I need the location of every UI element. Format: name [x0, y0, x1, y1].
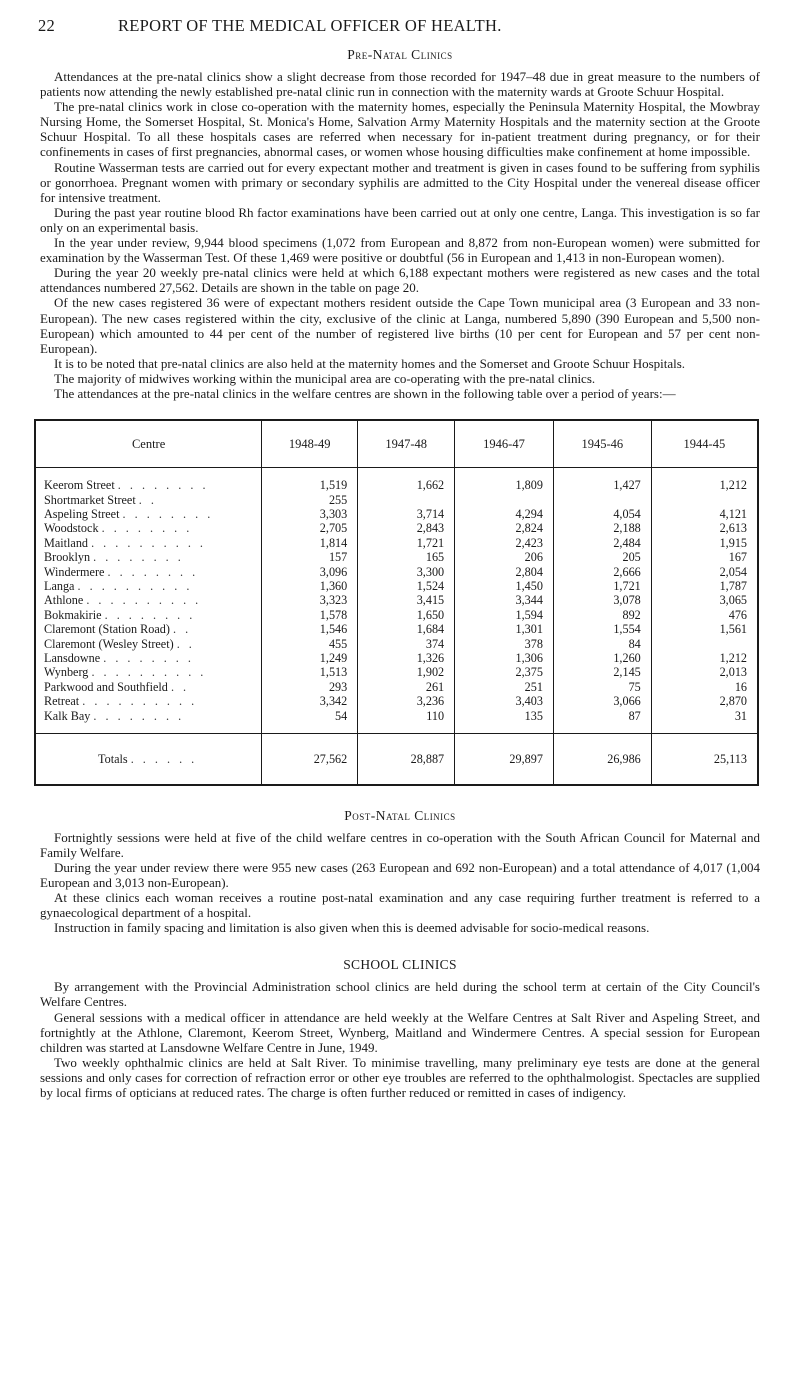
value-cell: 3,300 [358, 564, 455, 578]
paragraph: The pre-natal clinics work in close co-operation with the maternity homes, especially the Peninsula Maternity Hospital, the Mowbray Nursing Home, the Somerset Hospital, St. Monica's Home, Salvation Army Maternity Hospitals and the maternity section at the Groote Schuur Hospital. To all these hospitals cases are referred when necessary for in-patient treatment during pregnancy, or for their confinements in cases of first pregnancies, abnormal cases, or women whose housing difficulties make confinement at home impossible. [40, 99, 760, 160]
value-cell: 2,484 [553, 536, 651, 550]
value-cell: 84 [553, 636, 651, 650]
centre-name: Langa [44, 578, 75, 593]
centre-name: Bokmakirie [44, 607, 102, 622]
paragraph: It is to be noted that pre-natal clinics are also held at the maternity homes and the Somerset and Groote Schuur Hospitals. [54, 355, 686, 371]
paragraph: The attendances at the pre-natal clinics in the welfare centres are shown in the following table over a period of years:— [54, 385, 676, 401]
prenatal-heading: Pre-Natal Clinics [347, 47, 453, 62]
leader-dots: . . [176, 636, 195, 651]
value-cell: 205 [553, 550, 651, 564]
value-cell: 1,561 [719, 622, 747, 637]
paragraph: Instruction in family spacing and limitation is also given when this is deemed advisable for socio-medical reasons. [54, 920, 650, 936]
prenatal-section [40, 69, 760, 401]
value-cell: 1,524 [358, 579, 455, 593]
value-cell: 87 [553, 708, 651, 733]
centre-name-cell [35, 608, 262, 622]
value-cell: 165 [358, 550, 455, 564]
total-value-cell: 25,113 [651, 733, 758, 785]
value-cell: 1,721 [358, 536, 455, 550]
value-cell: 1,546 [262, 622, 358, 636]
table-row [35, 492, 758, 506]
value-cell: 3,342 [262, 694, 358, 708]
value-cell [358, 492, 455, 506]
value-cell: 1,326 [358, 651, 455, 665]
value-cell: 3,236 [358, 694, 455, 708]
paragraph: During the year under review there were 955 new cases (263 European and 692 non-European) and a total attendance of 4,017 (1,004 European and 3,013 non-European). [40, 859, 760, 890]
leader-dots: . . . . . . . . [101, 521, 193, 536]
value-cell: 3,323 [262, 593, 358, 607]
value-cell: 1,578 [262, 608, 358, 622]
value-cell: 3,078 [553, 593, 651, 607]
value-cell: 1,684 [358, 622, 455, 636]
column-header-centre: Centre [35, 420, 262, 468]
column-header-1948-49: 1948-49 [262, 420, 358, 468]
value-cell: 1,809 [455, 468, 554, 493]
running-title: REPORT OF THE MEDICAL OFFICER OF HEALTH. [118, 16, 502, 35]
value-cell: 261 [358, 680, 455, 694]
leader-dots: . . . . . . . . . . [77, 578, 193, 593]
leader-dots: . . [170, 679, 190, 694]
value-cell: 4,054 [553, 507, 651, 521]
page-content [40, 47, 760, 1100]
table-row [35, 708, 758, 733]
paragraph: Of the new cases registered 36 were of expectant mothers resident outside the Cape Town municipal area (3 European and 33 non-European). The new cases registered within the city, exclusive of the clinic at Langa, numbered 5,890 (390 European and 5,500 non-European) which amounted to 44 per cent of the number of registered live births (10 per cent for European and 57 per cent non-European). [40, 295, 760, 356]
centre-name: Wynberg [44, 665, 89, 680]
paragraph: Attendances at the pre-natal clinics show a slight decrease from those recorded for 1947–48 due in great measure to the numbers of patients now attending the newly established pre-natal clinic run in connection with the maternity wards at Groote Schuur Hospital. [40, 69, 760, 100]
page-number: 22 [38, 16, 56, 35]
value-cell: 110 [358, 708, 455, 733]
value-cell: 31 [734, 708, 747, 723]
leader-dots: . . . . . . . . [107, 564, 199, 579]
value-cell: 1,249 [262, 651, 358, 665]
table-row [35, 507, 758, 521]
value-cell: 1,554 [553, 622, 651, 636]
value-cell: 4,294 [455, 507, 554, 521]
value-cell: 3,415 [358, 593, 455, 607]
centre-name-cell [35, 622, 262, 636]
paragraph: By arrangement with the Provincial Administration school clinics are held during the school term at certain of the City Council's Welfare Centres. [40, 979, 760, 1010]
centre-name-cell [35, 579, 262, 593]
centre-name-cell [35, 550, 262, 564]
paragraph: In the year under review, 9,944 blood specimens (1,072 from European and 8,872 from non-European women) were submitted for examination by the Wasserman Test. Of these 1,469 were positive or doubtful (56 in European and 1,413 in non-European women). [40, 235, 760, 266]
postnatal-heading: Post-Natal Clinics [344, 807, 456, 823]
value-cell: 1,787 [719, 578, 747, 593]
centre-name-cell [35, 593, 262, 607]
totals-label: Totals [98, 751, 128, 766]
value-cell: 1,662 [358, 468, 455, 493]
leader-dots: . . [172, 622, 192, 637]
leader-dots: . . . . . . [130, 751, 198, 766]
leader-dots: . . . . . . . . [103, 650, 194, 665]
paragraph: Fortnightly sessions were held at five of the child welfare centres in co-operation with the South African Council for Maternal and Family Welfare. [40, 829, 760, 860]
value-cell: 1,450 [455, 579, 554, 593]
centre-name-cell [35, 536, 262, 550]
leader-dots: . . [138, 492, 157, 507]
table-row [35, 468, 758, 493]
leader-dots: . . . . . . . . [93, 550, 184, 565]
value-cell: 3,096 [262, 564, 358, 578]
centre-name-cell [35, 636, 262, 650]
centre-name-cell [35, 694, 262, 708]
table-row [35, 608, 758, 622]
total-value-cell: 26,986 [553, 733, 651, 785]
centre-name: Kalk Bay [44, 708, 91, 723]
leader-dots: . . . . . . . . . . [86, 593, 202, 608]
paragraph: At these clinics each woman receives a routine post-natal examination and any case requiring further treatment is referred to a gynaecological department of a hospital. [40, 890, 760, 921]
centre-name: Maitland [44, 535, 89, 550]
value-cell: 1,650 [358, 608, 455, 622]
table-row [35, 579, 758, 593]
value-cell: 2,145 [553, 665, 651, 679]
value-cell [651, 492, 758, 506]
table-body [35, 468, 758, 785]
value-cell: 135 [455, 708, 554, 733]
value-cell: 2,423 [455, 536, 554, 550]
leader-dots: . . . . . . . . . . [91, 665, 207, 680]
value-cell: 2,613 [719, 521, 747, 536]
school-section [40, 979, 760, 1100]
value-cell: 255 [262, 492, 358, 506]
centre-name-cell [35, 564, 262, 578]
leader-dots: . . . . . . . . [93, 708, 185, 723]
table-row [35, 651, 758, 665]
value-cell: 374 [358, 636, 455, 650]
value-cell: 2,843 [358, 521, 455, 535]
leader-dots: . . . . . . . . [104, 607, 196, 622]
value-cell: 1,301 [455, 622, 554, 636]
postnatal-section [40, 830, 760, 936]
leader-dots: . . . . . . . . [122, 507, 214, 522]
table-row [35, 521, 758, 535]
value-cell: 1,427 [553, 468, 651, 493]
table-row [35, 536, 758, 550]
value-cell: 167 [728, 550, 747, 565]
value-cell: 3,344 [455, 593, 554, 607]
table-row [35, 694, 758, 708]
leader-dots: . . . . . . . . [117, 478, 209, 493]
centre-name-cell [35, 708, 262, 733]
value-cell [455, 492, 554, 506]
value-cell: 206 [455, 550, 554, 564]
centre-name: Keerom Street [44, 478, 115, 493]
centre-name: Windermere [44, 564, 105, 579]
attendance-table [34, 419, 759, 786]
centre-name-cell [35, 468, 262, 493]
table-row [35, 622, 758, 636]
total-value-cell: 28,887 [358, 733, 455, 785]
centre-name: Woodstock [44, 521, 99, 536]
centre-name-cell [35, 665, 262, 679]
total-value-cell: 27,562 [262, 733, 358, 785]
value-cell: 1,306 [455, 651, 554, 665]
centre-name: Lansdowne [44, 650, 101, 665]
value-cell: 1,260 [553, 651, 651, 665]
table-row [35, 593, 758, 607]
value-cell: 3,065 [719, 593, 747, 608]
value-cell: 251 [455, 680, 554, 694]
value-cell: 455 [262, 636, 358, 650]
value-cell: 2,375 [455, 665, 554, 679]
value-cell: 3,066 [553, 694, 651, 708]
value-cell: 293 [262, 680, 358, 694]
centre-name: Brooklyn [44, 550, 91, 565]
value-cell: 1,212 [719, 478, 747, 493]
value-cell: 2,666 [553, 564, 651, 578]
leader-dots: . . . . . . . . . . [91, 535, 206, 550]
value-cell: 892 [553, 608, 651, 622]
value-cell: 75 [553, 680, 651, 694]
school-clinics-heading: SCHOOL CLINICS [343, 957, 457, 973]
value-cell: 1,902 [358, 665, 455, 679]
value-cell: 1,513 [262, 665, 358, 679]
value-cell: 476 [728, 607, 747, 622]
value-cell [553, 492, 651, 506]
value-cell: 3,714 [358, 507, 455, 521]
centre-name: Retreat [44, 694, 80, 709]
value-cell: 2,705 [262, 521, 358, 535]
value-cell: 2,824 [455, 521, 554, 535]
paragraph: During the year 20 weekly pre-natal clinics were held at which 6,188 expectant mothers were registered as new cases and the total attendances numbered 27,562. Details are shown in the table on page 20. [40, 265, 760, 296]
centre-name-cell [35, 651, 262, 665]
value-cell: 4,121 [719, 507, 747, 522]
centre-name-cell [35, 492, 262, 506]
column-header-1945-46: 1945-46 [553, 420, 651, 468]
value-cell: 1,519 [262, 468, 358, 493]
value-cell: 378 [455, 636, 554, 650]
paragraph: The majority of midwives working within the municipal area are co-operating with the pre-natal clinics. [54, 370, 596, 386]
value-cell: 1,814 [262, 536, 358, 550]
value-cell: 2,870 [719, 694, 747, 709]
table-header-row [35, 420, 758, 468]
value-cell: 3,303 [262, 507, 358, 521]
table-row [35, 680, 758, 694]
leader-dots: . . . . . . . . . . [82, 694, 198, 709]
paragraph: Routine Wasserman tests are carried out for every expectant mother and treatment is given in cases found to be suffering from syphilis or gonorrhoea. Pregnant women with primary or secondary syphilis are admitted to the City Hospital under the venereal disease officer for intensive treatment. [40, 159, 760, 205]
value-cell: 3,403 [455, 694, 554, 708]
value-cell: 1,721 [553, 579, 651, 593]
centre-name: Parkwood and Southfield [44, 679, 168, 694]
centre-name: Shortmarket Street [44, 492, 136, 507]
centre-name: Aspeling Street [44, 507, 120, 522]
centre-name-cell [35, 521, 262, 535]
value-cell: 16 [734, 679, 747, 694]
column-header-1946-47: 1946-47 [455, 420, 554, 468]
centre-name-cell [35, 680, 262, 694]
paragraph: During the past year routine blood Rh factor examinations have been carried out at only one centre, Langa. This investigation is so far only on an experimental basis. [40, 204, 760, 235]
centre-name: Claremont (Wesley Street) [44, 636, 174, 651]
table-row [35, 564, 758, 578]
centre-name: Claremont (Station Road) [44, 622, 170, 637]
value-cell: 1,212 [719, 650, 747, 665]
value-cell: 2,013 [719, 665, 747, 680]
value-cell: 1,594 [455, 608, 554, 622]
totals-label-cell [35, 733, 262, 785]
centre-name-cell [35, 507, 262, 521]
table-row [35, 550, 758, 564]
paragraph: General sessions with a medical officer in attendance are held weekly at the Welfare Centres at Salt River and Aspeling Street, and fortnightly at the Athlone, Claremont, Keerom Street, Wynberg, Maitland and Windermere Centres. A special session for European children was started at Lansdowne Welfare Centre in June, 1949. [40, 1009, 760, 1055]
value-cell: 1,915 [719, 535, 747, 550]
value-cell: 2,188 [553, 521, 651, 535]
value-cell: 2,804 [455, 564, 554, 578]
total-value-cell: 29,897 [455, 733, 554, 785]
value-cell: 1,360 [262, 579, 358, 593]
centre-name: Athlone [44, 593, 84, 608]
value-cell [651, 636, 758, 650]
column-header-1944-45: 1944-45 [651, 420, 758, 468]
value-cell: 157 [262, 550, 358, 564]
totals-row [35, 733, 758, 785]
value-cell: 54 [262, 708, 358, 733]
value-cell: 2,054 [719, 564, 747, 579]
column-header-1947-48: 1947-48 [358, 420, 455, 468]
paragraph: Two weekly ophthalmic clinics are held at Salt River. To minimise travelling, many preliminary eye tests are done at the general sessions and only cases for correction of refraction error or other eye troubles are referred to the ophthalmologist. Spectacles are supplied by local firms of opticians at reduced rates. The charge is often further reduced or remitted in cases of indigency. [40, 1054, 760, 1101]
table-row [35, 665, 758, 679]
table-row [35, 636, 758, 650]
